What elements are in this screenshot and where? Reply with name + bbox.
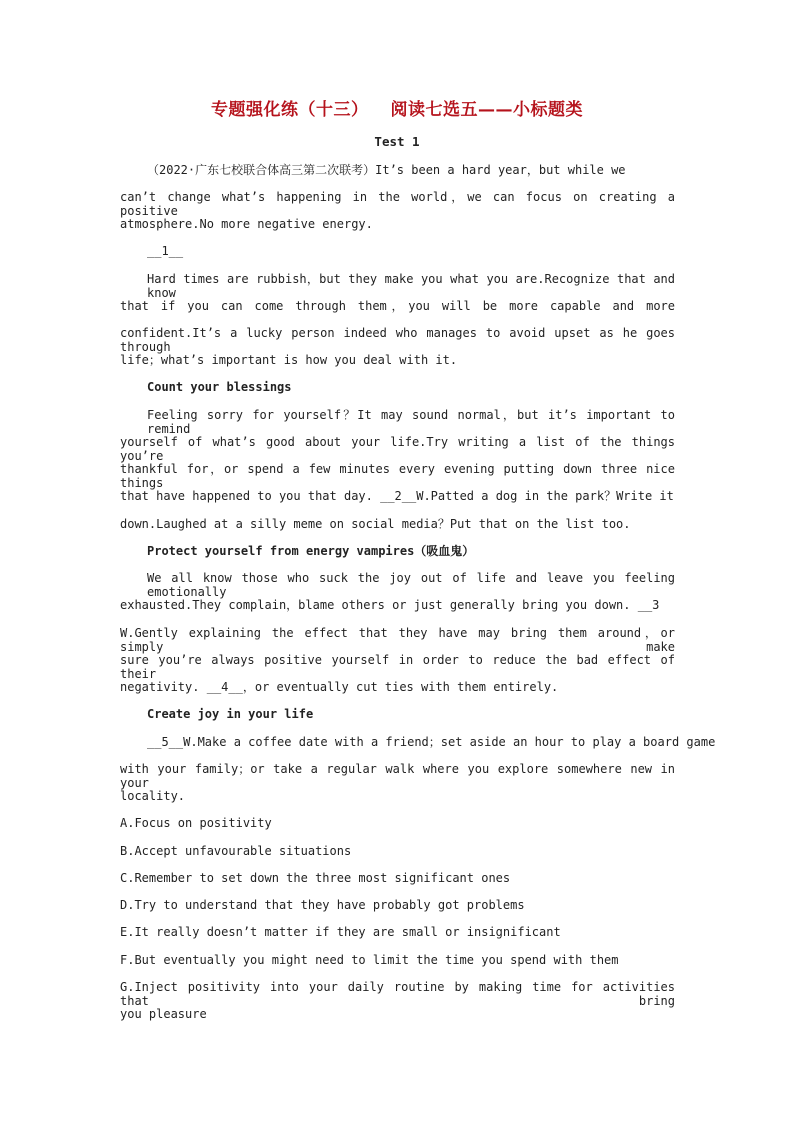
option-g-line-2: you pleasure [120, 1007, 207, 1021]
intro-line-2: can’t change what’s happening in the world，we can focus on creating a positive [120, 190, 675, 218]
para3-line-3: W.Gently explaining the effect that they have may bring them around，or simply make [120, 626, 675, 654]
para1-line-3: confident.It’s a lucky person indeed who manages to avoid upset as he goes through [120, 326, 675, 354]
blank-3: __3 [637, 598, 660, 612]
para4-line-1 [147, 735, 716, 749]
para3-line-1: We all know those who suck the joy out of life and leave you feeling emotionally [147, 571, 675, 599]
para2-line-1: Feeling sorry for yourself？It may sound normal，but it’s important to remind [147, 408, 675, 436]
para2-line-5: down.Laughed at a silly meme on social media？Put that on the list too. [120, 517, 631, 531]
title-left: 专题强化练（十三） [211, 100, 369, 120]
option-f: F.But eventually you might need to limit the time you spend with them [120, 953, 619, 967]
para2-line-4b: W.Patted a dog in the park？Write it [416, 489, 674, 503]
heading-count-blessings: Count your blessings [147, 380, 292, 394]
blank-4: __4__ [206, 680, 243, 694]
para2-line-2: yourself of what’s good about your life.Try writing a list of the things you’re [120, 435, 675, 463]
option-d: D.Try to understand that they have probably got problems [120, 898, 525, 912]
option-c: C.Remember to set down the three most significant ones [120, 871, 511, 885]
intro-line-3: atmosphere.No more negative energy. [120, 217, 373, 231]
option-a: A.Focus on positivity [120, 816, 272, 830]
para3-line-5b: ，or eventually cut ties with them entirely. [242, 680, 559, 694]
para3-line-5 [120, 680, 675, 694]
para2-line-3: thankful for，or spend a few minutes every evening putting down three nice things [120, 462, 675, 490]
para1-line-2: that if you can come through them，you will be more capable and more [120, 299, 675, 313]
blank-5: __5__ [147, 735, 184, 749]
para2-line-4a: that have happened to you that day. [120, 489, 373, 503]
option-e: E.It really doesn’t matter if they are small or insignificant [120, 925, 561, 939]
para4-line-2: with your family；or take a regular walk where you explore somewhere new in your [120, 762, 675, 790]
blank-1-line [147, 244, 675, 258]
para4-line-3: locality. [120, 789, 186, 803]
para1-line-4: life；what’s important is how you deal with it. [120, 353, 458, 367]
heading-energy-vampires: Protect yourself from energy vampires（吸血鬼） [147, 544, 475, 558]
heading-create-joy: Create joy in your life [147, 707, 314, 721]
blank-2: __2__ [380, 489, 417, 503]
para3-line-2a: exhausted.They complain，blame others or just generally bring you down. [120, 598, 631, 612]
para3-line-2 [120, 598, 675, 612]
option-g-line-1: G.Inject positivity into your daily routine by making time for activities that bring [120, 980, 675, 1008]
intro-line-1: （2022·广东七校联合体高三第二次联考）It’s been a hard year，but while we [147, 163, 626, 177]
option-b: B.Accept unfavourable situations [120, 844, 352, 858]
para4-line-1b: W.Make a coffee date with a friend；set aside an hour to play a board game [183, 735, 716, 749]
title-right: 阅读七选五——小标题类 [390, 100, 583, 120]
para2-line-4 [120, 489, 675, 503]
page-title [0, 95, 794, 120]
test-label: Test 1 [374, 134, 420, 149]
para1-line-1: Hard times are rubbish，but they make you what you are.Recognize that and know [147, 272, 675, 300]
blank-1: __1__ [147, 244, 184, 258]
para3-line-5a: negativity. [120, 680, 200, 694]
para3-line-4: sure you’re always positive yourself in order to reduce the bad effect of their [120, 653, 675, 681]
